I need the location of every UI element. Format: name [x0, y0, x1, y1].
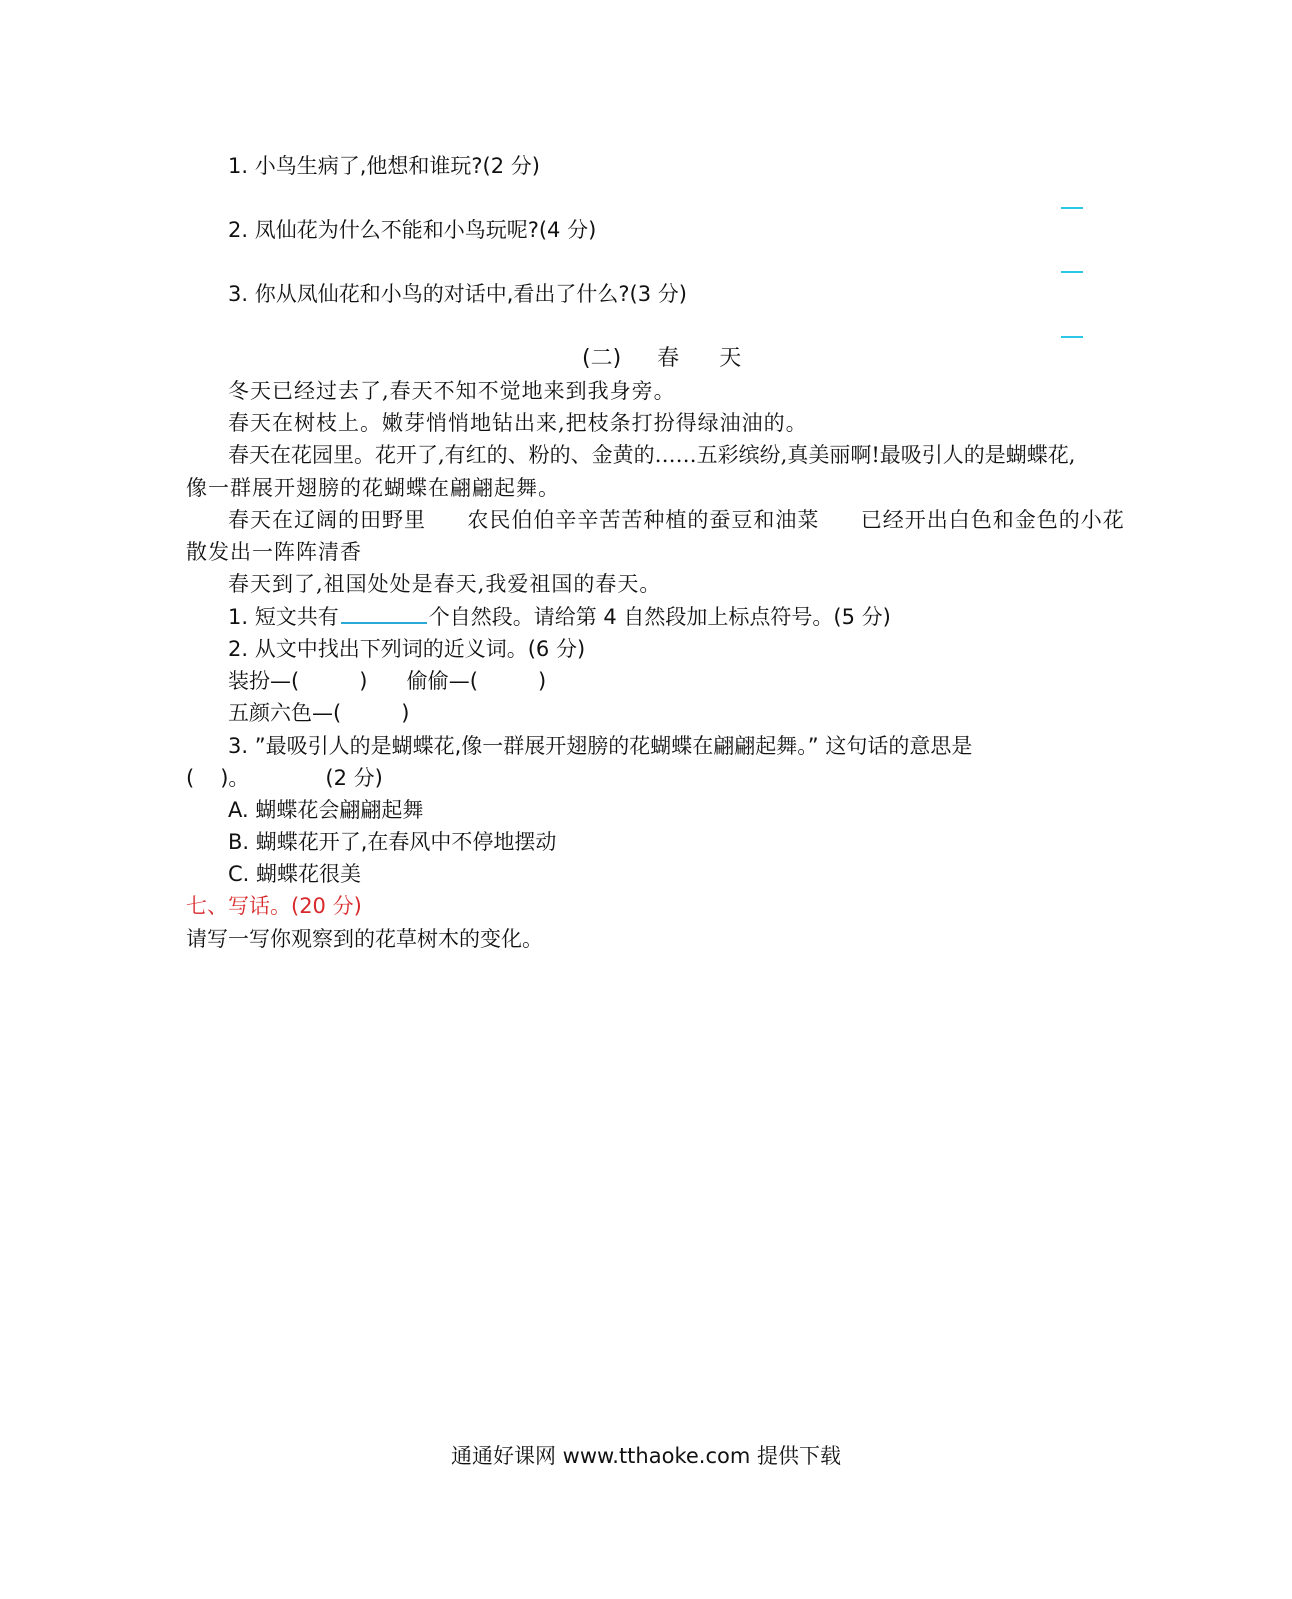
bracket-close: ): [359, 669, 368, 693]
synonym-item: 五颜六色—(: [228, 701, 342, 725]
passage-paragraph-4: [228, 506, 1125, 534]
paragraph-4-part-2: 农民伯伯辛辛苦苦种植的蚕豆和油菜: [467, 508, 820, 532]
passage-question-2: 2. 从文中找出下列词的近义词。(6 分): [228, 637, 586, 661]
question-text: 1. 短文共有: [228, 605, 339, 629]
passage-title: [582, 345, 741, 373]
passage-title-char: 春: [657, 346, 680, 371]
score: (2 分): [325, 766, 383, 790]
passage-paragraph-4-cont: 散发出一阵阵清香: [186, 540, 362, 564]
question-1: 1. 小鸟生病了,他想和谁玩?(2 分): [228, 154, 540, 178]
passage-paragraph-2: 春天在树枝上。嫩芽悄悄地钻出来,把枝条打扮得绿油油的。: [228, 411, 808, 435]
passage-question-3-cont: [186, 764, 383, 792]
answer-blank[interactable]: [341, 604, 427, 624]
option-b: B. 蝴蝶花开了,在春风中不停地摆动: [228, 830, 557, 854]
section-heading-writing: 七、写话。(20 分): [186, 894, 362, 918]
passage-title-char: 天: [719, 346, 742, 371]
synonym-item: 偷偷—(: [406, 669, 478, 693]
footer-credit: 通通好课网 www.tthaoke.com 提供下载: [451, 1444, 841, 1468]
writing-prompt: 请写一写你观察到的花草树木的变化。: [186, 927, 543, 951]
synonym-item: 装扮—(: [228, 669, 300, 693]
passage-question-1: [228, 603, 891, 631]
passage-title-number: (二): [582, 346, 622, 371]
answer-line-mark: [1061, 271, 1083, 273]
synonym-row-1: [228, 667, 546, 695]
passage-paragraph-5: 春天到了,祖国处处是春天,我爱祖国的春天。: [228, 572, 662, 596]
question-2: 2. 凤仙花为什么不能和小鸟玩呢?(4 分): [228, 218, 597, 242]
passage-paragraph-3: 春天在花园里。花开了,有红的、粉的、金黄的……五彩缤纷,真美丽啊!最吸引人的是蝴蝶花,: [228, 443, 1076, 467]
bracket-open: (: [186, 766, 195, 790]
answer-line-mark: [1061, 207, 1083, 209]
paragraph-4-part-1: 春天在辽阔的田野里: [228, 508, 426, 532]
option-c: C. 蝴蝶花很美: [228, 862, 362, 886]
option-a: A. 蝴蝶花会翩翩起舞: [228, 798, 424, 822]
bracket-close: ): [537, 669, 547, 693]
passage-paragraph-1: 冬天已经过去了,春天不知不觉地来到我身旁。: [228, 379, 676, 403]
question-3: 3. 你从凤仙花和小鸟的对话中,看出了什么?(3 分): [228, 282, 687, 306]
passage-question-3: 3. ”最吸引人的是蝴蝶花,像一群展开翅膀的花蝴蝶在翩翩起舞。” 这句话的意思是: [228, 734, 973, 758]
synonym-row-2: [228, 699, 409, 727]
bracket-close: ): [401, 701, 410, 725]
bracket-close: )。: [220, 766, 250, 790]
answer-line-mark: [1061, 336, 1083, 338]
question-text: 个自然段。请给第 4 自然段加上标点符号。(5 分): [428, 605, 891, 629]
paragraph-4-part-3: 已经开出白色和金色的小花: [860, 508, 1125, 532]
passage-paragraph-3-cont: 像一群展开翅膀的花蝴蝶在翩翩起舞。: [186, 476, 560, 500]
